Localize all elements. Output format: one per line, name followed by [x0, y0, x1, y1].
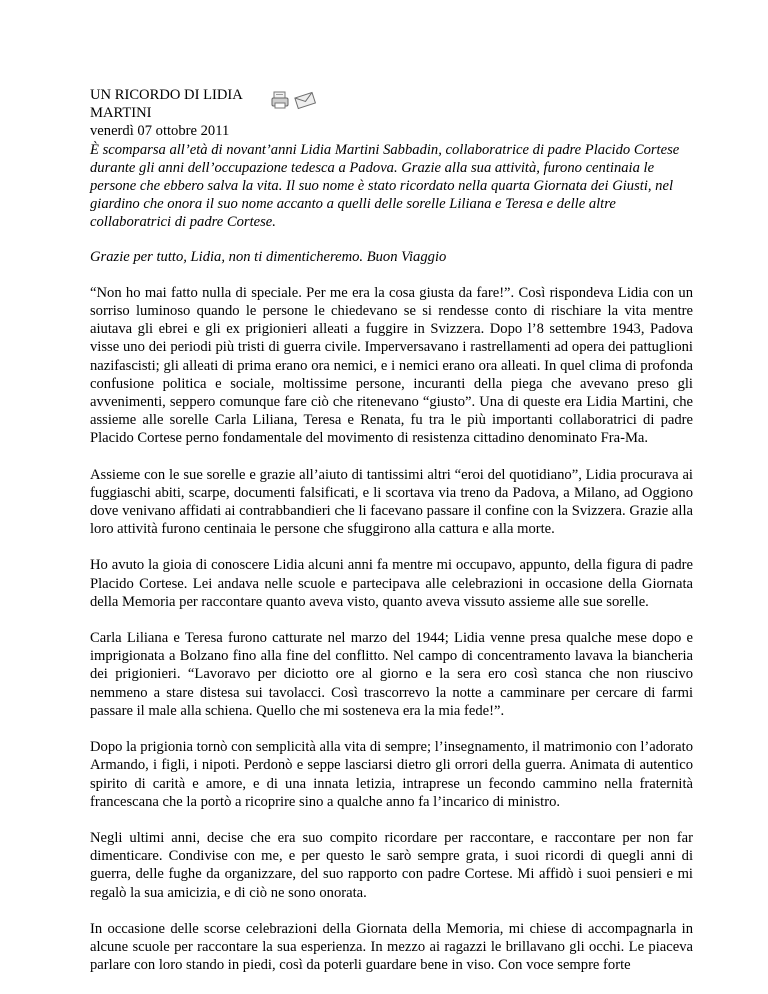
article-paragraph: Assieme con le sue sorelle e grazie all’aiuto di tantissimi altri “eroi del quotidiano”, Lidia procurava ai fuggiaschi abiti, scarpe, documenti falsificati, e li scortava via treno da Padova, a Milano, ad Oggiono dove venivano affidati ai contrabbandieri che li facevano passare il confine con la Svizzera. Grazie alla loro attività furono centinaia le persone che sfuggirono alla cattura e alla morte.: [90, 466, 693, 538]
article-paragraph: In occasione delle scorse celebrazioni della Giornata della Memoria, mi chiese di accompagnarla in alcune scuole per raccontare la sua esperienza. In mezzo ai ragazzi le brillavano gli occhi. Le piaceva parlare con loro stando in piedi, così da poterli guardare bene in viso. Con voce sempre forte: [90, 920, 693, 974]
article-paragraph: “Non ho mai fatto nulla di speciale. Per me era la cosa giusta da fare!”. Così rispondeva Lidia con un sorriso luminoso quando le persone le chiedevano se si rendesse conto di rischiare la vita mentre aiutava gli ebrei e gli ex prigionieri alleati a fuggire in Svizzera. Dopo l’8 settembre 1943, Padova visse uno dei periodi più tristi di guerra civile. Imperversavano i rastrellamenti ad opera dei pattuglioni nazifascisti; gli alleati di prima erano ora nemici, e i nemici erano ora alleati. In quel clima di profonda confusione politica e sociale, moltissime persone, incuranti della piega che avevano preso gli avvenimenti, seppero comunque fare ciò che ritenevano “giusto”. Una di queste era Lidia Martini, che assieme alle sorelle Carla Liliana, Teresa e Renata, fu tra le più importanti collaboratrici di padre Placido Cortese perno fondamentale del movimento di resistenza cittadino denominato Fra-Ma.: [90, 284, 693, 447]
print-icon[interactable]: [270, 90, 292, 110]
article-tools: [270, 90, 316, 110]
article-title: UN RICORDO DI LIDIA MARTINI: [90, 87, 243, 122]
article-header: [90, 86, 693, 141]
article-paragraph: Dopo la prigionia tornò con semplicità alla vita di sempre; l’insegnamento, il matrimonio con l’adorato Armando, i figli, i nipoti. Perdonò e seppe lasciarsi dietro gli orrori della guerra. Animata di autentico spirito di carità e amore, e di una innata letizia, intraprese un fecondo cammino nella fraternità francescana che la portò a ricoprire sino a qualche anno fa l’incarico di ministro.: [90, 739, 693, 810]
article-paragraph: Ho avuto la gioia di conoscere Lidia alcuni anni fa mentre mi occupavo, appunto, della figura di padre Placido Cortese. Lei andava nelle scuole e partecipava alle celebrazioni in occasione della Giornata della Memoria per raccontare quanto aveva visto, quanto aveva vissuto assieme alle sue sorelle.: [90, 557, 693, 610]
article-intro: È scomparsa all’età di novant’anni Lidia Martini Sabbadin, collaboratrice di padre Placido Cortese durante gli anni dell’occupazione tedesca a Padova. Grazie alla sua attività, furono centinaia le persone che ebbero salva la vita. Il suo nome è stato ricordato nella quarta Giornata dei Giusti, nel giardino che onora il suo nome accanto a quelli delle sorelle Liliana e Teresa e delle altre collaboratrici di padre Cortese.: [90, 141, 680, 231]
article-paragraph: Negli ultimi anni, decise che era suo compito ricordare per raccontare, e raccontare per non far dimenticare. Condivise con me, e per questo le sarò sempre grata, i suoi ricordi di quegli anni di guerra, delle fughe da organizzare, del suo rapporto con padre Cortese. Mi affidò i suoi pensieri e mi regalò la sua amicizia, e di ciò ne sono onorata.: [90, 829, 693, 901]
article-date: venerdì 07 ottobre 2011: [90, 123, 230, 140]
article-paragraph: Carla Liliana e Teresa furono catturate nel marzo del 1944; Lidia venne presa qualche mese dopo e imprigionata a Bolzano fino alla fine del conflitto. Nel campo di concentramento lavava la biancheria dei prigionieri. “Lavoravo per diciotto ore al giorno e la sera ero così stanca che non riuscivo nemmeno a stare distesa sui tavolacci. Così trascorrevo la notte a camminare per cercare di farmi passare il male alla schiena. Quello che mi sosteneva era la mia fede!”.: [90, 630, 693, 719]
article-farewell: Grazie per tutto, Lidia, non ti dimenticheremo. Buon Viaggio: [90, 248, 447, 265]
article: [90, 86, 693, 992]
email-icon[interactable]: [294, 90, 316, 110]
